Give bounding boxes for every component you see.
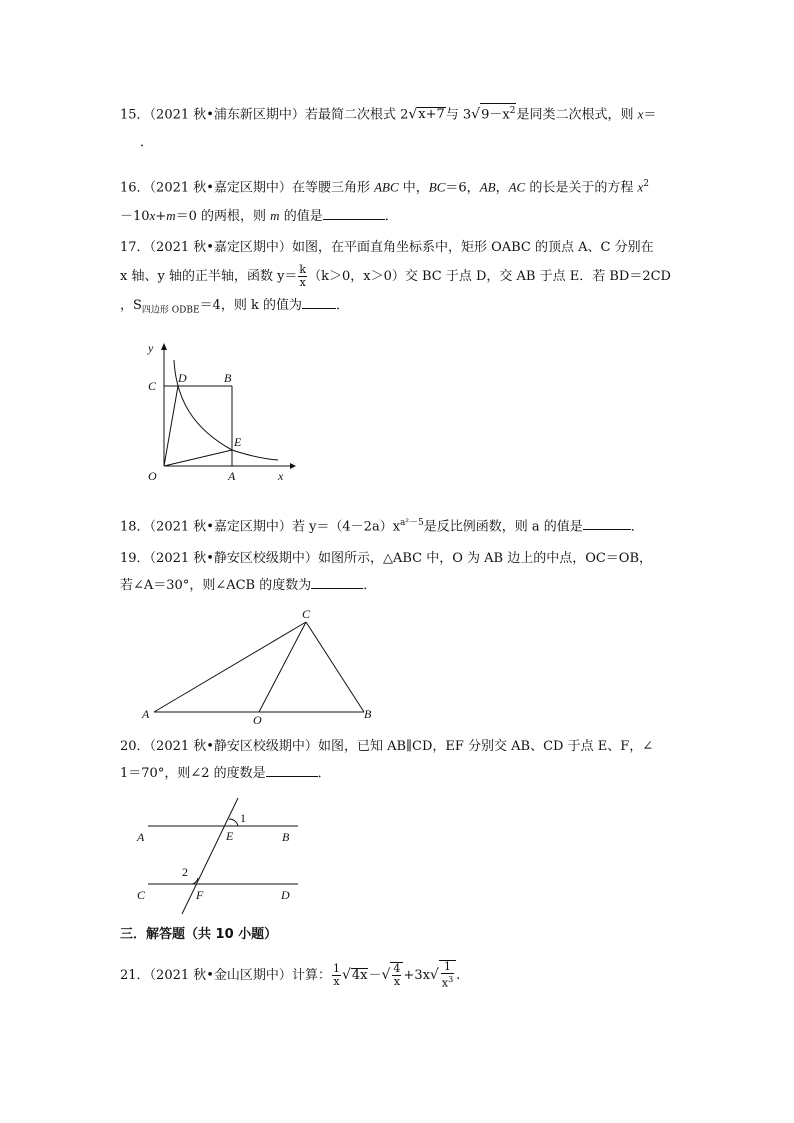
- y-axis-arrow: [161, 343, 167, 350]
- fraction: [298, 264, 307, 289]
- fraction-denominator: x: [333, 974, 340, 988]
- question-text: ＝: [643, 107, 657, 123]
- fraction: [332, 963, 341, 988]
- segment-OE: [164, 450, 232, 466]
- x-axis-arrow: [290, 463, 296, 469]
- question-text: 如图，已知 AB∥CD，EF 分别交 AB、CD 于点 E、F，∠: [317, 739, 654, 754]
- exponent: 2: [509, 106, 516, 116]
- answer-blank[interactable]: [302, 295, 336, 309]
- question-number: 15．: [120, 107, 150, 123]
- question-text: 若∠A＝30°，则∠ACB 的度数为: [120, 578, 312, 593]
- exponent: 3: [448, 975, 454, 984]
- question-number: 17．: [120, 240, 150, 255]
- fraction-denominator: x: [393, 974, 401, 988]
- variable: m: [270, 208, 280, 224]
- fraction-numerator: 4: [393, 961, 401, 975]
- label-O: O: [148, 469, 157, 483]
- question-17-line-3: [120, 295, 678, 322]
- radical-sign: √: [408, 106, 418, 123]
- question-end: ．: [317, 766, 331, 781]
- variable: m: [166, 208, 176, 224]
- radicand: [480, 103, 516, 122]
- question-16-line-1: [120, 174, 678, 198]
- question-17-line-1: [120, 237, 678, 258]
- label-B: B: [282, 830, 290, 844]
- question-source: （2021 秋•浦东新区期中）: [149, 107, 305, 123]
- question-18-line-1: [120, 513, 678, 537]
- question-text: 如图所示，△ABC 中，O 为 AB 边上的中点，OC＝OB，: [317, 551, 653, 566]
- question-number: 20．: [120, 739, 150, 754]
- question-21-line-1: [120, 960, 678, 990]
- label-F: F: [196, 888, 204, 902]
- answer-blank[interactable]: [323, 206, 385, 220]
- radical-sign: √: [341, 966, 351, 983]
- label-A: A: [228, 469, 236, 483]
- radicand-base: 9－x: [481, 107, 510, 123]
- question-text: 若 y＝（4－2a）x: [291, 519, 401, 535]
- question-text: 如图，在平面直角坐标系中，矩形 OABC 的顶点 A、C 分别在: [291, 240, 654, 255]
- radicand: [390, 962, 403, 988]
- question-17-line-2: [120, 264, 678, 289]
- question-20: [120, 736, 678, 784]
- radicand: 4x: [351, 967, 368, 983]
- operator: －: [368, 967, 382, 983]
- transversal-EF: [182, 798, 238, 914]
- question-text: ＝0 的两根，则: [175, 209, 271, 225]
- operator: +3x: [403, 967, 430, 983]
- answer-blank[interactable]: [583, 516, 631, 530]
- question-end: ．: [335, 298, 349, 313]
- question-source: （2021 秋•静安区校级期中）: [149, 551, 318, 566]
- question-15: [120, 103, 678, 153]
- section-heading: 三．解答题（共 10 小题）: [120, 927, 278, 942]
- label-A: A: [137, 830, 145, 844]
- label-E: E: [226, 829, 234, 843]
- radical-sign: √: [471, 106, 481, 123]
- question-19: [120, 548, 678, 596]
- question-end: ．: [363, 578, 377, 593]
- question-text: ，S: [120, 298, 142, 313]
- radicand: [439, 960, 456, 990]
- question-19-line-2: [120, 575, 678, 596]
- label-D: D: [178, 371, 187, 385]
- label-D: D: [281, 888, 290, 902]
- fraction-numerator: 1: [441, 961, 454, 974]
- variable: x: [637, 179, 644, 195]
- question-16: [120, 174, 678, 227]
- answer-blank[interactable]: [311, 575, 363, 589]
- question-end: ．: [140, 135, 154, 151]
- fraction-numerator: k: [299, 263, 307, 276]
- question-text: 计算：: [291, 967, 331, 983]
- variable: AB: [479, 179, 496, 195]
- question-19-line-1: [120, 548, 678, 569]
- label-C: C: [137, 888, 146, 902]
- variable: x: [637, 106, 644, 122]
- question-text: （k＞0，x＞0）交 BC 于点 D，交 AB 于点 E．若 BD＝2CD: [308, 269, 671, 284]
- question-number: 16．: [120, 180, 150, 196]
- question-text: +: [155, 209, 167, 225]
- angle-1-arc: [229, 819, 238, 826]
- question-text: 是反比例函数，则 a 的值是: [423, 519, 583, 535]
- segment-AC: [154, 622, 306, 712]
- question-source: （2021 秋•静安区校级期中）: [149, 739, 318, 754]
- label-C: C: [302, 607, 311, 621]
- question-source: （2021 秋•嘉定区期中）: [149, 240, 292, 255]
- question-source: （2021 秋•嘉定区期中）: [149, 180, 292, 196]
- question-20-line-2: [120, 763, 678, 784]
- question-text: 的长是关于的方程: [525, 180, 638, 196]
- answer-blank[interactable]: [266, 763, 318, 777]
- question-source: （2021 秋•金山区期中）: [149, 967, 292, 983]
- label-B: B: [364, 707, 372, 721]
- radical-sign: √: [381, 966, 391, 983]
- question-20-line-1: [120, 736, 678, 757]
- question-end: ．: [384, 209, 398, 225]
- segment-OD: [164, 386, 178, 466]
- variable: AC: [508, 179, 526, 195]
- radicand: x+7: [418, 107, 445, 123]
- question-number: 21．: [120, 967, 150, 983]
- fraction-denominator: x: [299, 276, 306, 289]
- label-x: x: [278, 469, 284, 483]
- question-text: 是同类二次根式，则: [516, 107, 638, 123]
- question-number: 18．: [120, 519, 150, 535]
- question-text: ＝4，则 k 的值为: [199, 298, 302, 313]
- subscript: 四边形 ODBE: [141, 305, 200, 316]
- variable: x: [149, 208, 156, 224]
- question-text: 与 3: [445, 107, 472, 123]
- question-text: ，: [495, 180, 509, 196]
- figure-17: [140, 338, 300, 488]
- label-angle-1: 1: [240, 811, 246, 825]
- question-17: [120, 237, 678, 322]
- question-number: 19．: [120, 551, 150, 566]
- question-end: ．: [630, 519, 644, 535]
- label-C: C: [148, 379, 157, 393]
- question-text: 在等腰三角形: [291, 180, 375, 196]
- fraction: [392, 963, 401, 988]
- question-text: －10: [120, 209, 150, 225]
- label-y: y: [148, 341, 154, 355]
- label-angle-2: 2: [182, 865, 188, 879]
- question-15-line-2: [120, 132, 678, 153]
- question-text: x 轴、y 轴的正半轴，函数 y＝: [120, 269, 298, 284]
- question-18: [120, 513, 678, 537]
- segment-CB: [306, 622, 364, 712]
- label-E: E: [234, 435, 242, 449]
- question-text: 的值是: [279, 209, 323, 225]
- exponent: a²－5: [400, 518, 424, 528]
- fraction: [441, 961, 454, 990]
- question-16-line-2: [120, 205, 678, 227]
- denominator-base: x: [441, 976, 449, 990]
- exponent: 2: [643, 179, 649, 189]
- figure-20: [134, 796, 304, 916]
- radical-sign: √: [429, 966, 439, 983]
- figure-19: [138, 606, 378, 726]
- question-15-line-1: [120, 103, 678, 125]
- question-text: 1＝70°，则∠2 的度数是: [120, 766, 266, 781]
- question-end: .: [456, 967, 461, 983]
- fraction-numerator: 1: [332, 961, 340, 975]
- label-A: A: [142, 707, 150, 721]
- question-text: 中，: [398, 180, 429, 196]
- question-21: [120, 960, 678, 990]
- variable: BC: [428, 179, 446, 195]
- question-source: （2021 秋•嘉定区期中）: [149, 519, 292, 535]
- label-B: B: [224, 371, 232, 385]
- question-text: 若最简二次根式 2: [304, 107, 409, 123]
- variable: ABC: [374, 179, 399, 195]
- label-O: O: [253, 713, 262, 726]
- fraction-denominator: [441, 974, 454, 990]
- question-text: ＝6，: [445, 180, 480, 196]
